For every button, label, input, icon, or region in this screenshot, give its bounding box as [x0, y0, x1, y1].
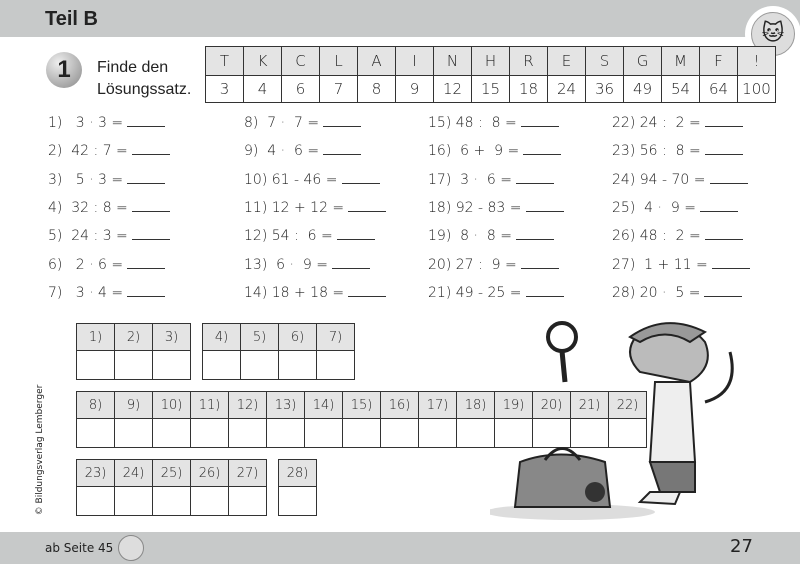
- key-number: 36: [586, 76, 624, 103]
- answer-blank[interactable]: [127, 171, 165, 184]
- answer-letter-cell[interactable]: [229, 487, 267, 516]
- math-problem: [428, 171, 554, 188]
- answer-blank[interactable]: [348, 199, 386, 212]
- answer-blank[interactable]: [127, 114, 165, 127]
- answer-letter-cell[interactable]: [153, 487, 191, 516]
- key-letter: A: [358, 47, 396, 76]
- answer-blank[interactable]: [337, 227, 375, 240]
- math-problem: [244, 199, 386, 216]
- math-problem: [612, 114, 743, 131]
- key-letter: L: [320, 47, 358, 76]
- answer-label: 3): [153, 324, 191, 351]
- key-letter: S: [586, 47, 624, 76]
- key-number: 24: [548, 76, 586, 103]
- problem-text: 1) 3 · 3 =: [48, 115, 124, 131]
- key-letter: N: [434, 47, 472, 76]
- answer-letter-cell[interactable]: [191, 419, 229, 448]
- math-problem: [428, 284, 564, 301]
- answer-blank[interactable]: [516, 227, 554, 240]
- key-letter: R: [510, 47, 548, 76]
- key-letter: C: [282, 47, 320, 76]
- answer-label: 27): [229, 460, 267, 487]
- key-number: 8: [358, 76, 396, 103]
- math-problem: [244, 284, 386, 301]
- answer-label: 7): [317, 324, 355, 351]
- key-number: 4: [244, 76, 282, 103]
- answer-letter-cell[interactable]: [77, 487, 115, 516]
- key-number: 7: [320, 76, 358, 103]
- key-letter: !: [738, 47, 776, 76]
- math-problem: [612, 199, 738, 216]
- math-problem: [612, 171, 748, 188]
- math-problem: [244, 227, 375, 244]
- answer-letter-cell[interactable]: [115, 419, 153, 448]
- answer-label: 6): [279, 324, 317, 351]
- answer-blank[interactable]: [132, 227, 170, 240]
- key-number: 49: [624, 76, 662, 103]
- math-problem: [428, 256, 559, 273]
- answer-blank[interactable]: [521, 114, 559, 127]
- problem-text: 3) 5 · 3 =: [48, 171, 124, 188]
- answer-letter-cell[interactable]: [317, 351, 355, 380]
- answer-label: 18): [457, 392, 495, 419]
- answer-label: 15): [343, 392, 381, 419]
- answer-blank[interactable]: [323, 114, 361, 127]
- answer-blank[interactable]: [705, 227, 743, 240]
- math-problem: [48, 142, 170, 159]
- math-problem: [48, 284, 165, 301]
- answer-letter-cell[interactable]: [77, 419, 115, 448]
- answer-letter-cell[interactable]: [153, 419, 191, 448]
- page-number: 27: [730, 536, 753, 557]
- answer-label: 19): [495, 392, 533, 419]
- answer-blank[interactable]: [132, 199, 170, 212]
- problem-text: 16) 6 + 9 =: [428, 143, 520, 160]
- letter-key-table: [205, 46, 776, 103]
- problem-text: 28) 20 · 5 =: [612, 284, 701, 301]
- problem-text: 7) 3 · 4 =: [48, 284, 124, 301]
- answer-letter-cell[interactable]: [153, 351, 191, 380]
- key-letter: T: [206, 47, 244, 76]
- math-problem: [428, 114, 559, 131]
- detective-cat-illustration: [490, 312, 770, 522]
- key-letter: M: [662, 47, 700, 76]
- key-number: 9: [396, 76, 434, 103]
- problem-text: 8) 7 · 7 =: [244, 115, 320, 131]
- task-instruction: [97, 57, 191, 101]
- answer-label: 22): [609, 392, 647, 419]
- answer-letter-cell[interactable]: [279, 487, 317, 516]
- answer-blank[interactable]: [516, 171, 554, 184]
- answer-blank[interactable]: [348, 284, 386, 297]
- answer-label: 23): [77, 460, 115, 487]
- problem-text: 20) 27 : 9 =: [428, 256, 517, 273]
- answer-label: 24): [115, 460, 153, 487]
- answer-letter-cell[interactable]: [77, 351, 115, 380]
- answer-blank[interactable]: [521, 256, 559, 269]
- answer-letter-cell[interactable]: [279, 351, 317, 380]
- math-problem: [48, 114, 165, 131]
- answer-letter-cell[interactable]: [267, 419, 305, 448]
- answer-label: 13): [267, 392, 305, 419]
- answer-letter-cell[interactable]: [381, 419, 419, 448]
- problem-text: 26) 48 : 2 =: [612, 228, 701, 245]
- answer-blank[interactable]: [332, 256, 370, 269]
- answer-blank[interactable]: [342, 171, 380, 184]
- problem-text: 2) 42 : 7 =: [48, 143, 128, 160]
- answer-grid-1: [76, 323, 191, 380]
- problem-text: 25) 4 · 9 =: [612, 199, 696, 216]
- instruction-line-1: Finde den: [97, 59, 169, 76]
- answer-letter-cell[interactable]: [305, 419, 343, 448]
- key-number: 54: [662, 76, 700, 103]
- math-problem: [612, 142, 743, 159]
- math-problem: [428, 199, 564, 216]
- key-number: 3: [206, 76, 244, 103]
- answer-letter-cell[interactable]: [343, 419, 381, 448]
- answer-letter-cell[interactable]: [241, 351, 279, 380]
- mascot-coin-icon: [118, 535, 144, 561]
- answer-label: 28): [279, 460, 317, 487]
- answer-label: 12): [229, 392, 267, 419]
- key-number: 15: [472, 76, 510, 103]
- key-letter: F: [700, 47, 738, 76]
- problem-text: 11) 12 + 12 =: [244, 199, 345, 216]
- answer-label: 10): [153, 392, 191, 419]
- answer-label: 14): [305, 392, 343, 419]
- math-problem: [612, 227, 743, 244]
- key-letter: K: [244, 47, 282, 76]
- problem-text: 21) 49 - 25 =: [428, 284, 522, 301]
- math-problem: [48, 171, 165, 188]
- header-bar: [0, 0, 800, 37]
- page-reference: ab Seite 45: [45, 541, 114, 555]
- math-problem: [48, 256, 165, 273]
- problem-text: 18) 92 - 83 =: [428, 199, 522, 216]
- answer-label: 20): [533, 392, 571, 419]
- problem-text: 17) 3 · 6 =: [428, 171, 512, 188]
- problem-text: 5) 24 : 3 =: [48, 228, 128, 245]
- problem-text: 13) 6 · 9 =: [244, 256, 328, 273]
- answer-grid-5: [278, 459, 317, 516]
- math-problem: [428, 227, 554, 244]
- instruction-line-2: Lösungssatz.: [97, 81, 192, 98]
- math-problem: [244, 256, 370, 273]
- math-problem: [48, 199, 170, 216]
- answer-blank[interactable]: [127, 256, 165, 269]
- answer-label: 17): [419, 392, 457, 419]
- answer-letter-cell[interactable]: [229, 419, 267, 448]
- key-number: 12: [434, 76, 472, 103]
- answer-blank[interactable]: [526, 199, 564, 212]
- answer-label: 11): [191, 392, 229, 419]
- answer-label: 1): [77, 324, 115, 351]
- cat-icon: 🐱: [751, 12, 795, 56]
- answer-label: 21): [571, 392, 609, 419]
- answer-grid-2: [202, 323, 355, 380]
- problem-text: 24) 94 - 70 =: [612, 171, 706, 188]
- answer-blank[interactable]: [526, 284, 564, 297]
- answer-blank[interactable]: [323, 142, 361, 155]
- answer-letter-cell[interactable]: [191, 487, 229, 516]
- key-letter: G: [624, 47, 662, 76]
- problem-text: 10) 61 - 46 =: [244, 171, 338, 188]
- problem-text: 23) 56 : 8 =: [612, 143, 701, 160]
- problem-text: 14) 18 + 18 =: [244, 284, 345, 301]
- answer-label: 5): [241, 324, 279, 351]
- answer-letter-cell[interactable]: [115, 487, 153, 516]
- math-problem: [612, 284, 742, 301]
- problem-text: 15) 48 : 8 =: [428, 115, 517, 131]
- answer-letter-cell[interactable]: [115, 351, 153, 380]
- answer-letter-cell[interactable]: [203, 351, 241, 380]
- problem-text: 22) 24 : 2 =: [612, 115, 701, 131]
- answer-label: 2): [115, 324, 153, 351]
- problem-text: 4) 32 : 8 =: [48, 199, 128, 216]
- key-number: 100: [738, 76, 776, 103]
- answer-label: 26): [191, 460, 229, 487]
- problem-text: 12) 54 : 6 =: [244, 228, 333, 245]
- problem-text: 27) 1 + 11 =: [612, 256, 708, 273]
- answer-blank[interactable]: [705, 142, 743, 155]
- answer-blank[interactable]: [132, 142, 170, 155]
- answer-grid-4: [76, 459, 267, 516]
- answer-label: 8): [77, 392, 115, 419]
- math-problem: [244, 114, 361, 131]
- answer-label: 9): [115, 392, 153, 419]
- page-title: Teil B: [45, 8, 98, 30]
- copyright: © Bildungsverlag Lemberger: [35, 384, 45, 516]
- answer-blank[interactable]: [710, 171, 748, 184]
- problem-text: 9) 4 · 6 =: [244, 143, 320, 160]
- key-letter: E: [548, 47, 586, 76]
- answer-letter-cell[interactable]: [419, 419, 457, 448]
- answer-letter-cell[interactable]: [457, 419, 495, 448]
- problem-text: 6) 2 · 6 =: [48, 256, 124, 273]
- math-problem: [48, 227, 170, 244]
- math-problem: [428, 142, 561, 159]
- math-problem: [244, 171, 380, 188]
- answer-label: 4): [203, 324, 241, 351]
- answer-blank[interactable]: [127, 284, 165, 297]
- answer-label: 25): [153, 460, 191, 487]
- answer-blank[interactable]: [712, 256, 750, 269]
- answer-blank[interactable]: [704, 284, 742, 297]
- key-number: 18: [510, 76, 548, 103]
- key-letter: I: [396, 47, 434, 76]
- answer-blank[interactable]: [700, 199, 738, 212]
- problem-text: 19) 8 · 8 =: [428, 228, 512, 245]
- answer-blank[interactable]: [705, 114, 743, 127]
- key-number: 64: [700, 76, 738, 103]
- task-number: 1: [46, 52, 82, 88]
- key-letter: H: [472, 47, 510, 76]
- math-problem: [612, 256, 750, 273]
- answer-label: 16): [381, 392, 419, 419]
- math-problem: [244, 142, 361, 159]
- answer-blank[interactable]: [523, 142, 561, 155]
- key-number: 6: [282, 76, 320, 103]
